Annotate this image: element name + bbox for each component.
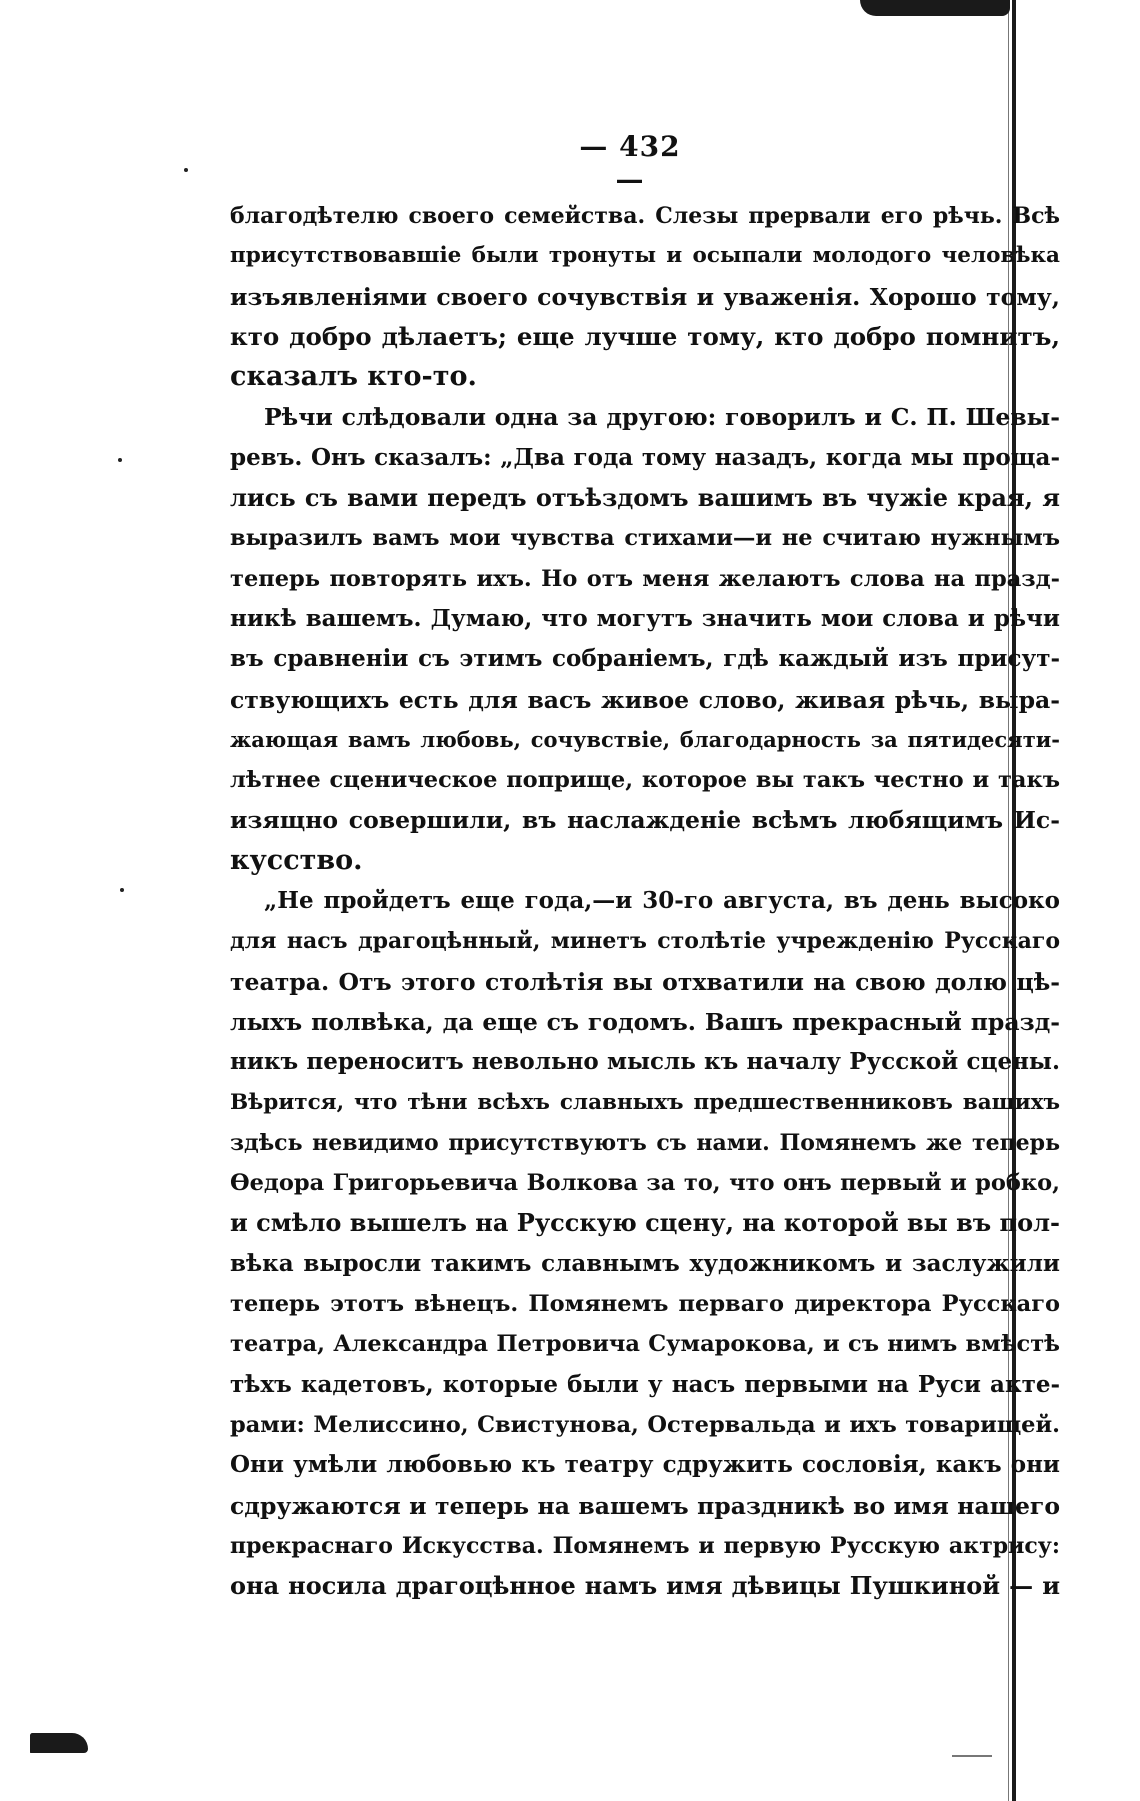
text-line: она носила драгоцѣнное намъ имя дѣвицы Пушкиной — и [230,1571,1060,1601]
text-line: для насъ драгоцѣнный, минетъ столѣтіе учрежденію Русскаго [230,928,1060,955]
text-line: лись съ вами передъ отъѣздомъ вашимъ въ чужіе края, я [230,483,1060,513]
text-line: сдружаются и теперь на вашемъ праздникѣ во имя нашего [230,1491,1060,1520]
text-line: теперь этотъ вѣнецъ. Помянемъ перваго директора Русскаго [230,1291,1060,1318]
text-line: ствующихъ есть для васъ живое слово, живая рѣчь, выра- [230,685,1060,714]
text-line: и смѣло вышелъ на Русскую сцену, на которой вы въ пол- [230,1208,1060,1238]
text-line: лыхъ полвѣка, да еще съ годомъ. Вашъ прекрасный празд- [230,1007,1060,1036]
text-line: „Не пройдетъ еще года,—и 30-го августа, въ день высоко [264,887,1060,915]
text-line: сказалъ кто-то. [230,361,477,393]
text-line: театра. Отъ этого столѣтія вы отхватили на свою долю цѣ- [230,967,1060,996]
text-line: никъ переноситъ невольно мысль къ началу Русской сцены. [230,1048,1060,1076]
text-line: Рѣчи слѣдовали одна за другою: говорилъ и С. П. Шевы- [264,403,1060,432]
text-line: кто добро дѣлаетъ; еще лучше тому, кто добро помнитъ, [230,321,1060,351]
text-line: лѣтнее сценическое поприще, которое вы такъ честно и такъ [230,767,1060,794]
text-line: въ сравненіи съ этимъ собраніемъ, гдѣ каждый изъ присут- [230,645,1060,673]
text-line: вѣка выросли такимъ славнымъ художникомъ и заслужили [230,1249,1060,1277]
page-number: — 432 — [579,130,681,196]
scan-speck [118,458,122,462]
scan-blot-bottom [30,1733,88,1753]
text-line: Они умѣли любовью къ театру сдружить сословія, какъ они [230,1451,1060,1479]
scan-speck [120,888,124,892]
text-line: присутствовавшіе были тронуты и осыпали молодого человѣка [230,243,1060,269]
text-line: выразилъ вамъ мои чувства стихами—и не считаю нужнымъ [230,525,1060,552]
text-line: жающая вамъ любовь, сочувствіе, благодарность за пятидесяти- [230,726,1060,752]
scan-dash-bottom [952,1755,992,1757]
text-line: никѣ вашемъ. Думаю, что могутъ значить мои слова и рѣчи [230,604,1060,632]
text-line: Ѳедора Григорьевича Волкова за то, что онъ первый и робко, [230,1170,1060,1197]
text-line: кусство. [230,844,363,876]
scan-speck [184,168,188,172]
text-line: Вѣрится, что тѣни всѣхъ славныхъ предшественниковъ вашихъ [230,1089,1060,1115]
body-text [230,196,1060,1606]
text-line: рами: Мелиссино, Свистунова, Остервальда и ихъ товарищей. [230,1411,1060,1438]
text-line: благодѣтелю своего семейства. Слезы прервали его рѣчь. Всѣ [230,203,1060,229]
text-line: театра, Александра Петровича Сумарокова, и съ нимъ вмѣстѣ [230,1331,1060,1358]
text-line: изящно совершили, въ наслажденіе всѣмъ любящимъ Ис- [230,806,1060,835]
text-line: прекраснаго Искусства. Помянемъ и первую Русскую актрису: [230,1532,1060,1559]
text-line: тѣхъ кадетовъ, которые были у насъ первыми на Руси акте- [230,1370,1060,1398]
scan-blot-top [860,0,1010,16]
text-line: теперь повторять ихъ. Но отъ меня желаютъ слова на празд- [230,565,1060,592]
text-line: изъявленіями своего сочувствія и уваженія. Хорошо тому, [230,282,1060,311]
text-line: ревъ. Онъ сказалъ: „Два года тому назадъ, когда мы проща- [230,443,1060,471]
text-line: здѣсь невидимо присутствуютъ съ нами. Помянемъ же теперь [230,1129,1060,1156]
